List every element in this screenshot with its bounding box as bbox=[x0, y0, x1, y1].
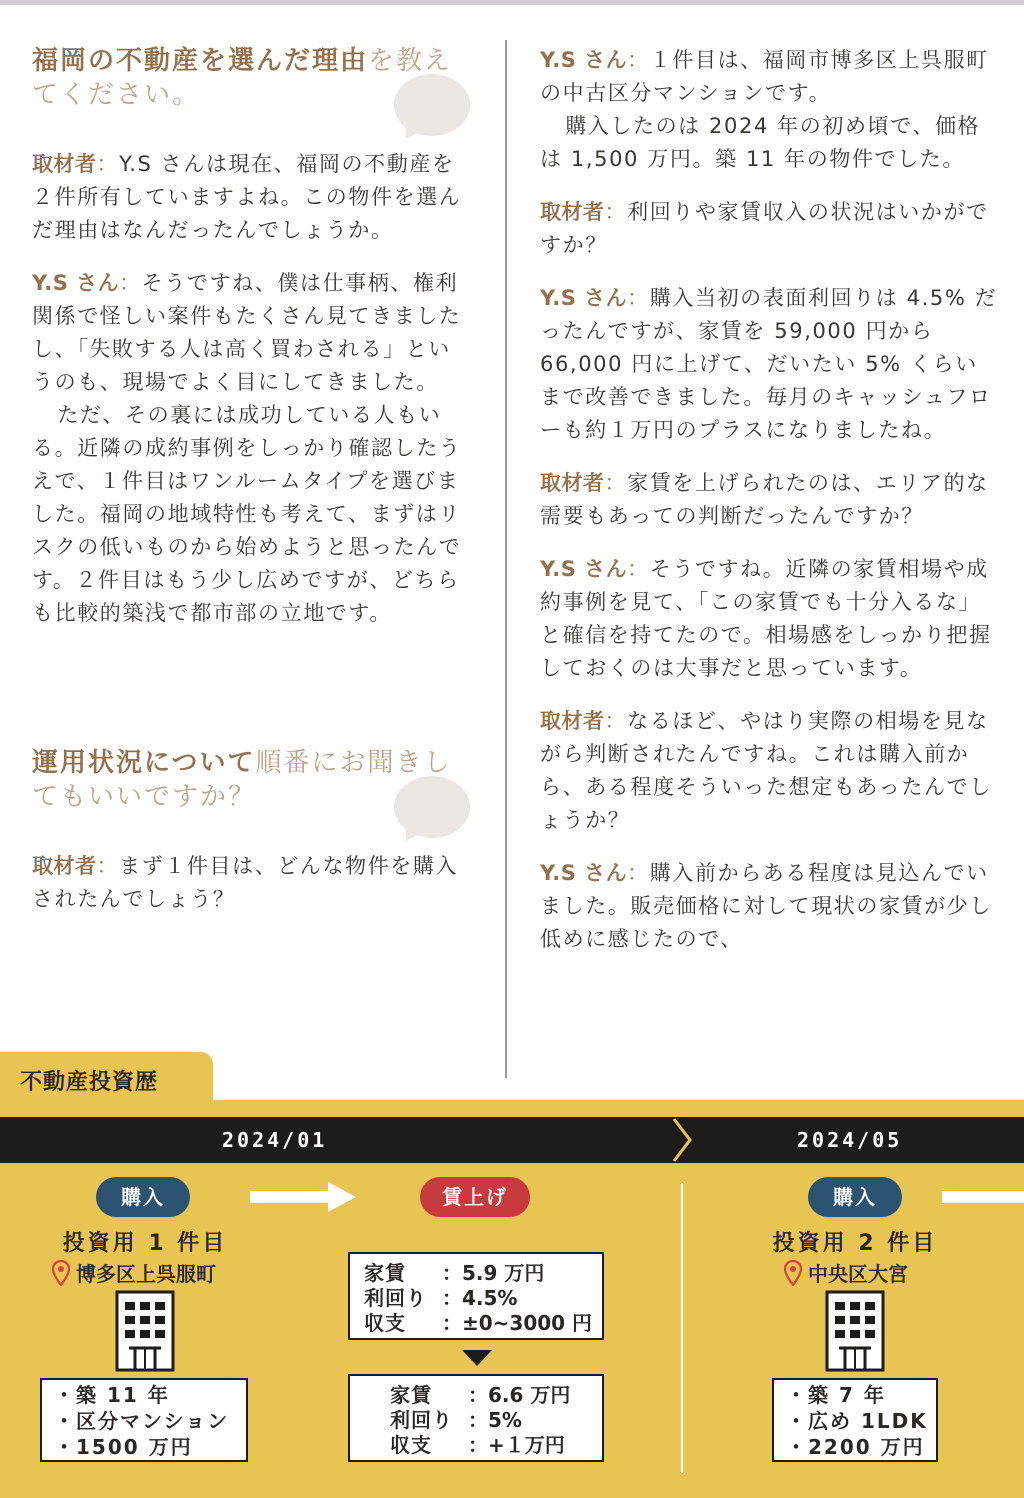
paragraph-text: そうですね。近隣の家賃相場や成約事例を見て、「この家賃でも十分入るな」と確信を持てたので。相場感をしっかり把握しておくのは大事だと思っています。 bbox=[540, 557, 992, 680]
paragraph-text: そうですね、僕は仕事柄、権利関係で怪しい案件もたくさん見てきましたし、「失敗する人は高く買わされる」というのも、現場でよく目にしてきました。 bbox=[32, 271, 462, 394]
paragraph-text: まず１件目は、どんな物件を購入されたんでしょう？ bbox=[32, 854, 459, 911]
chevron-right-icon bbox=[670, 1117, 694, 1163]
paragraph-text: Y.S さんは現在、福岡の不動産を２件所有していますよね。この物件を選んだ理由はなんだったんでしょうか。 bbox=[32, 152, 462, 242]
building-icon bbox=[115, 1290, 175, 1372]
property-2-title: 投資用 2 件目 bbox=[772, 1231, 938, 1256]
rent-row bbox=[390, 1433, 602, 1458]
location-pin-icon bbox=[52, 1260, 70, 1286]
detail-line: ・広め 1LDK bbox=[786, 1409, 928, 1433]
question-heading-reason bbox=[32, 44, 472, 112]
paragraph-interviewer bbox=[540, 196, 998, 262]
speaker-colon: ： bbox=[627, 557, 650, 581]
paragraph-text: なるほど、やはり実際の相場を見ながら判断されたんですね。これは購入前から、ある程度そういった想定もあったんでしょうか？ bbox=[540, 709, 992, 832]
rent-row bbox=[364, 1311, 602, 1336]
paragraph-interviewer bbox=[32, 850, 472, 916]
article-left-column bbox=[32, 44, 472, 936]
rent-value: ：5.9 万円 bbox=[442, 1261, 545, 1285]
rent-row bbox=[390, 1383, 602, 1408]
rent-value: ：6.6 万円 bbox=[468, 1383, 571, 1407]
speaker-label: 取材者 bbox=[540, 709, 605, 733]
rent-increase-badge: 賃上げ bbox=[420, 1177, 530, 1217]
rent-row bbox=[364, 1261, 602, 1286]
speaker-colon: ： bbox=[604, 200, 628, 224]
paragraph-ys bbox=[540, 44, 998, 110]
paragraph-text: 購入当初の表面利回りは 4.5% だったんですが、家賃を 59,000 円から 66,000 円に上げて、だいたい 5% くらいまで改善できました。毎月のキャッシュフローも約１万円のプラスになりましたね。 bbox=[540, 286, 998, 442]
timeline-date-1: 2024/01 bbox=[222, 1128, 328, 1152]
heading-rest: 順番にお聞きしてもいいですか？ bbox=[32, 748, 452, 812]
heading-highlight: 福岡の不動産を選んだ理由 bbox=[32, 46, 369, 76]
rent-label: 家賃 bbox=[390, 1383, 432, 1407]
paragraph-text: 購入したのは 2024 年の初め頃で、価格は 1,500 万円。築 11 年の物件でした。 bbox=[540, 114, 981, 171]
paragraph-text: 利回りや家賃収入の状況はいかがですか？ bbox=[540, 200, 989, 257]
timeline-tab: 不動産投資歴 bbox=[0, 1052, 213, 1104]
paragraph-text: 購入前からある程度は見込んでいました。販売価格に対して現状の家賃が少し低めに感じたので、 bbox=[540, 861, 992, 951]
rent-value: ：+１万円 bbox=[468, 1433, 565, 1457]
speaker-colon: ： bbox=[96, 152, 120, 176]
speaker-label: Y.S さん bbox=[540, 861, 628, 885]
heading-rest: を教えてください。 bbox=[32, 46, 453, 110]
detail-line: ・築 7 年 bbox=[786, 1383, 886, 1407]
building-icon bbox=[825, 1290, 885, 1372]
paragraph-text: 家賃を上げられたのは、エリア的な需要もあっての判断だったんですか？ bbox=[540, 471, 989, 528]
speaker-label: Y.S さん bbox=[540, 557, 628, 581]
arrow-right-icon bbox=[250, 1182, 356, 1212]
arrow-right-icon bbox=[942, 1182, 1024, 1212]
speaker-colon: ： bbox=[119, 271, 142, 295]
rent-row bbox=[390, 1408, 602, 1433]
rent-label: 収支 bbox=[364, 1311, 406, 1335]
speaker-label: 取材者 bbox=[540, 200, 605, 224]
location-pin-icon bbox=[784, 1260, 802, 1286]
speech-bubble-icon bbox=[394, 776, 470, 838]
rent-label: 収支 bbox=[390, 1433, 432, 1457]
paragraph-ys bbox=[540, 553, 998, 685]
rent-after-box bbox=[348, 1374, 604, 1462]
paragraph-text: ただ、その裏には成功している人もいる。近隣の成約事例をしっかり確認したうえで、１件目はワンルームタイプを選びました。福岡の地域特性も考えて、まずはリスクの低いものから始めようと思ったんです。２件目はもう少し広めですが、どちらも比較的築浅で都市部の立地です。 bbox=[32, 403, 462, 625]
buy-badge-1: 購入 bbox=[96, 1177, 190, 1217]
down-arrow-icon bbox=[462, 1350, 492, 1366]
paragraph-ys bbox=[540, 282, 998, 447]
property-1-details bbox=[40, 1378, 248, 1462]
location-text: 中央区大宮 bbox=[808, 1262, 908, 1286]
rent-before-box bbox=[348, 1252, 604, 1340]
column-divider bbox=[505, 40, 507, 1078]
speaker-colon: ： bbox=[604, 709, 628, 733]
speaker-colon: ： bbox=[627, 861, 650, 885]
speaker-colon: ： bbox=[96, 854, 120, 878]
speaker-colon: ： bbox=[627, 286, 650, 310]
rent-label: 利回り bbox=[390, 1408, 453, 1432]
property-1-location bbox=[52, 1258, 216, 1287]
spacer bbox=[32, 650, 472, 746]
speaker-label: Y.S さん bbox=[540, 48, 628, 72]
speaker-label: 取材者 bbox=[32, 152, 97, 176]
paragraph-ys-continued bbox=[540, 110, 998, 176]
paragraph-interviewer bbox=[32, 148, 472, 247]
property-2-details bbox=[772, 1378, 938, 1462]
speaker-label: 取材者 bbox=[32, 854, 97, 878]
property-1-title: 投資用 1 件目 bbox=[62, 1231, 228, 1256]
detail-line: ・区分マンション bbox=[54, 1409, 230, 1433]
rent-label: 家賃 bbox=[364, 1261, 406, 1285]
article-right-column bbox=[540, 44, 998, 976]
paragraph-ys bbox=[540, 857, 998, 956]
rent-row bbox=[364, 1286, 602, 1311]
paragraph-ys bbox=[32, 267, 472, 399]
location-text: 博多区上呉服町 bbox=[76, 1262, 216, 1286]
top-edge bbox=[0, 0, 1024, 5]
buy-badge-2: 購入 bbox=[808, 1177, 902, 1217]
speaker-label: 取材者 bbox=[540, 471, 605, 495]
timeline-date-2: 2024/05 bbox=[797, 1128, 903, 1152]
detail-line: ・1500 万円 bbox=[54, 1435, 193, 1459]
rent-value: ：5% bbox=[468, 1408, 522, 1432]
timeline-divider bbox=[681, 1183, 683, 1473]
rent-label: 利回り bbox=[364, 1286, 427, 1310]
paragraph-text: １件目は、福岡市博多区上呉服町の中古区分マンションです。 bbox=[540, 48, 989, 105]
speaker-label: Y.S さん bbox=[32, 271, 120, 295]
speaker-colon: ： bbox=[627, 48, 650, 72]
speech-bubble-icon bbox=[394, 74, 470, 136]
rent-value: ：4.5% bbox=[442, 1286, 518, 1310]
speaker-label: Y.S さん bbox=[540, 286, 628, 310]
paragraph-interviewer bbox=[540, 467, 998, 533]
rent-value: ：±0~3000 円 bbox=[442, 1311, 593, 1335]
detail-line: ・2200 万円 bbox=[786, 1435, 925, 1459]
question-heading-operation bbox=[32, 746, 472, 814]
heading-highlight: 運用状況について bbox=[32, 748, 256, 778]
property-2-location bbox=[784, 1258, 908, 1287]
speaker-colon: ： bbox=[604, 471, 628, 495]
paragraph-ys-continued bbox=[32, 399, 472, 630]
paragraph-interviewer bbox=[540, 705, 998, 837]
detail-line: ・築 11 年 bbox=[54, 1383, 170, 1407]
